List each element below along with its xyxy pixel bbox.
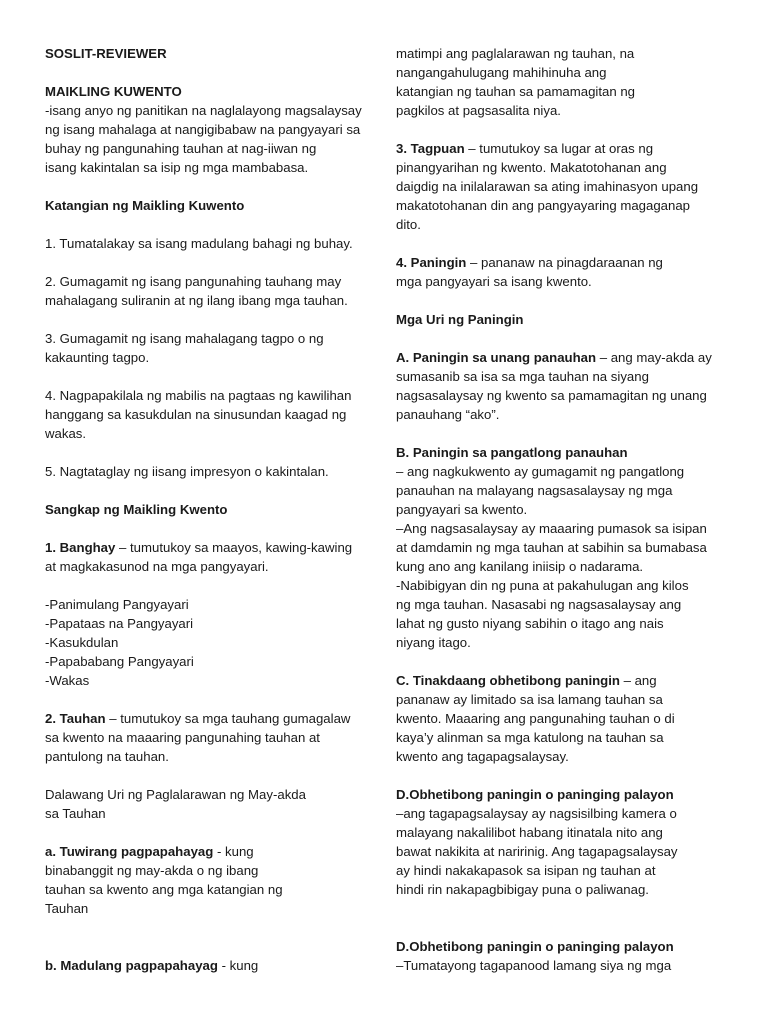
text-line bbox=[45, 386, 375, 405]
bold-term: A. Paningin sa unang panauhan bbox=[396, 350, 597, 365]
text-line bbox=[45, 842, 375, 861]
text-line bbox=[45, 158, 375, 177]
text-line bbox=[396, 215, 732, 234]
text-line bbox=[45, 500, 375, 519]
blank-line bbox=[45, 310, 375, 329]
text-line bbox=[396, 348, 732, 367]
text-line bbox=[45, 652, 375, 671]
line-text: makatotohanan din ang pangyayaring magaganap bbox=[396, 198, 691, 213]
left-column bbox=[45, 44, 375, 975]
text-line bbox=[396, 633, 732, 652]
text-line bbox=[396, 709, 732, 728]
text-line bbox=[45, 785, 375, 804]
text-line bbox=[45, 196, 375, 215]
text-line bbox=[396, 500, 732, 519]
text-line bbox=[396, 101, 732, 120]
line-text: wakas. bbox=[45, 426, 87, 441]
blank-line bbox=[45, 177, 375, 196]
bold-term: B. Paningin sa pangatlong panauhan bbox=[396, 445, 628, 460]
blank-line bbox=[45, 823, 375, 842]
line-text: -Kasukdulan bbox=[45, 635, 119, 650]
text-line bbox=[45, 956, 375, 975]
text-line bbox=[396, 177, 732, 196]
blank-line bbox=[45, 215, 375, 234]
text-line bbox=[396, 310, 732, 329]
text-line bbox=[396, 158, 732, 177]
line-text: tauhan sa kwento ang mga katangian ng bbox=[45, 882, 283, 897]
text-line bbox=[45, 728, 375, 747]
blank-line bbox=[45, 481, 375, 500]
line-text: –Ang nagsasalaysay ay maaaring pumasok sa isipan bbox=[396, 521, 707, 536]
text-line bbox=[45, 747, 375, 766]
text-line bbox=[396, 386, 732, 405]
right-column bbox=[396, 44, 732, 975]
line-text: katangian ng tauhan sa pamamagitan ng bbox=[396, 84, 636, 99]
line-text: dito. bbox=[396, 217, 421, 232]
line-text: – ang may-akda ay bbox=[596, 350, 712, 365]
bold-term: Sangkap ng Maikling Kwento bbox=[45, 502, 228, 517]
blank-line bbox=[45, 576, 375, 595]
line-text: ng isang mahalaga at nangigibabaw na pangyayari sa bbox=[45, 122, 361, 137]
text-line bbox=[45, 424, 375, 443]
text-line bbox=[396, 538, 732, 557]
text-line bbox=[396, 880, 732, 899]
line-text: ng mga tauhan. Nasasabi ng nagsasalaysay ang bbox=[396, 597, 682, 612]
line-text: mahalagang suliranin at ng ilang ibang mga tauhan. bbox=[45, 293, 348, 308]
text-line bbox=[396, 614, 732, 633]
text-line bbox=[396, 519, 732, 538]
text-line bbox=[396, 557, 732, 576]
text-line bbox=[396, 747, 732, 766]
text-line bbox=[45, 538, 375, 557]
line-text: – pananaw na pinagdaraanan ng bbox=[466, 255, 663, 270]
line-text: kwento. Maaaring ang pangunahing tauhan o di bbox=[396, 711, 675, 726]
text-line bbox=[45, 139, 375, 158]
line-text: - kung bbox=[217, 958, 259, 973]
bold-term: C. Tinakdaang obhetibong paningin bbox=[396, 673, 620, 688]
text-line bbox=[396, 785, 732, 804]
line-text: pangyayari sa kwento. bbox=[396, 502, 528, 517]
line-text: buhay ng pangunahing tauhan at nag-iiwan ng bbox=[45, 141, 317, 156]
text-line bbox=[45, 462, 375, 481]
blank-line bbox=[45, 690, 375, 709]
blank-line bbox=[396, 424, 732, 443]
blank-line bbox=[45, 367, 375, 386]
line-text: at damdamin ng mga tauhan at sabihin sa bumabasa bbox=[396, 540, 707, 555]
text-line bbox=[45, 329, 375, 348]
bold-term: Katangian ng Maikling Kuwento bbox=[45, 198, 245, 213]
line-text: Dalawang Uri ng Paglalarawan ng May-akda bbox=[45, 787, 306, 802]
bold-term: b. Madulang pagpapahayag bbox=[45, 958, 218, 973]
line-text: kwento ang tagapagsalaysay. bbox=[396, 749, 569, 764]
line-text: nagsasalaysay ng kwento sa pamamagitan ng unang bbox=[396, 388, 707, 403]
text-line bbox=[45, 804, 375, 823]
line-text: ay hindi nakakapasok sa isipan ng tauhan at bbox=[396, 863, 656, 878]
line-text: 1. Tumatalakay sa isang madulang bahagi ng buhay. bbox=[45, 236, 353, 251]
blank-line bbox=[396, 120, 732, 139]
blank-line bbox=[396, 234, 732, 253]
text-line bbox=[396, 139, 732, 158]
text-line bbox=[396, 44, 732, 63]
line-text: hanggang sa kasukdulan na sinusundan kaagad ng bbox=[45, 407, 347, 422]
blank-line bbox=[396, 652, 732, 671]
line-text: 3. Gumagamit ng isang mahalagang tagpo o ng bbox=[45, 331, 324, 346]
line-text: bawat nakikita at naririnig. Ang tagapagsalaysay bbox=[396, 844, 678, 859]
text-line bbox=[396, 405, 732, 424]
bold-term: 1. Banghay bbox=[45, 540, 116, 555]
line-text: – tumutukoy sa mga tauhang gumagalaw bbox=[105, 711, 351, 726]
line-text: -Nabibigyan din ng puna at pakahulugan ang kilos bbox=[396, 578, 689, 593]
blank-line bbox=[396, 899, 732, 937]
bold-term: a. Tuwirang pagpapahayag bbox=[45, 844, 214, 859]
text-line bbox=[45, 120, 375, 139]
text-line bbox=[396, 842, 732, 861]
text-line bbox=[396, 272, 732, 291]
line-text: Tauhan bbox=[45, 901, 89, 916]
text-line bbox=[396, 937, 732, 956]
bold-term: SOSLIT-REVIEWER bbox=[45, 46, 167, 61]
text-line bbox=[45, 595, 375, 614]
line-text: – ang nagkukwento ay gumagamit ng pangatlong bbox=[396, 464, 685, 479]
bold-term: D.Obhetibong paningin o paninging palayon bbox=[396, 787, 674, 802]
text-line bbox=[45, 709, 375, 728]
line-text: kaya’y alinman sa mga katulong na tauhan sa bbox=[396, 730, 664, 745]
text-line bbox=[45, 82, 375, 101]
line-text: pananaw ay limitado sa isa lamang tauhan sa bbox=[396, 692, 663, 707]
line-text: daigdig na inilalarawan sa ating imahinasyon upang bbox=[396, 179, 699, 194]
text-line bbox=[45, 291, 375, 310]
line-text: binabanggit ng may-akda o ng ibang bbox=[45, 863, 259, 878]
bold-term: D.Obhetibong paningin o paninging palayon bbox=[396, 939, 674, 954]
text-line bbox=[396, 956, 732, 975]
line-text: 5. Nagtataglay ng iisang impresyon o kakintalan. bbox=[45, 464, 329, 479]
blank-line bbox=[45, 918, 375, 956]
text-line bbox=[45, 44, 375, 63]
line-text: pagkilos at pagsasalita niya. bbox=[396, 103, 561, 118]
text-line bbox=[396, 576, 732, 595]
text-line bbox=[45, 557, 375, 576]
text-line bbox=[45, 405, 375, 424]
line-text: mga pangyayari sa isang kwento. bbox=[396, 274, 592, 289]
line-text: 4. Nagpapakilala ng mabilis na pagtaas ng kawilihan bbox=[45, 388, 352, 403]
blank-line bbox=[45, 253, 375, 272]
text-line bbox=[45, 348, 375, 367]
line-text: - kung bbox=[213, 844, 254, 859]
line-text: – ang bbox=[619, 673, 657, 688]
text-line bbox=[396, 63, 732, 82]
blank-line bbox=[45, 63, 375, 82]
line-text: lahat ng gusto niyang sabihin o itago ang nais bbox=[396, 616, 664, 631]
blank-line bbox=[396, 766, 732, 785]
text-line bbox=[396, 481, 732, 500]
bold-term: 2. Tauhan bbox=[45, 711, 106, 726]
line-text: panauhan na malayang nagsasalaysay ng mga bbox=[396, 483, 673, 498]
line-text: – tumutukoy sa lugar at oras ng bbox=[464, 141, 654, 156]
line-text: -Panimulang Pangyayari bbox=[45, 597, 189, 612]
text-line bbox=[45, 671, 375, 690]
text-line bbox=[396, 196, 732, 215]
bold-term: 4. Paningin bbox=[396, 255, 467, 270]
line-text: –Tumatayong tagapanood lamang siya ng mga bbox=[396, 958, 672, 973]
text-line bbox=[396, 671, 732, 690]
text-line bbox=[396, 367, 732, 386]
line-text: hindi rin nakapagbibigay puna o paliwanag. bbox=[396, 882, 649, 897]
text-line bbox=[396, 861, 732, 880]
blank-line bbox=[396, 291, 732, 310]
line-text: sa kwento na maaaring pangunahing tauhan at bbox=[45, 730, 320, 745]
line-text: pantulong na tauhan. bbox=[45, 749, 169, 764]
line-text: kakaunting tagpo. bbox=[45, 350, 150, 365]
line-text: malayang nakalilibot habang itinatala nito ang bbox=[396, 825, 663, 840]
bold-term: 3. Tagpuan bbox=[396, 141, 465, 156]
text-line bbox=[45, 101, 375, 120]
text-line bbox=[45, 234, 375, 253]
line-text: – tumutukoy sa maayos, kawing-kawing bbox=[115, 540, 353, 555]
text-line bbox=[45, 880, 375, 899]
text-line bbox=[396, 804, 732, 823]
text-line bbox=[45, 861, 375, 880]
line-text: 2. Gumagamit ng isang pangunahing tauhang may bbox=[45, 274, 342, 289]
line-text: kung ano ang kanilang iniisip o nadarama. bbox=[396, 559, 644, 574]
bold-term: Mga Uri ng Paningin bbox=[396, 312, 524, 327]
text-line bbox=[45, 899, 375, 918]
blank-line bbox=[45, 443, 375, 462]
line-text: pinangyarihan ng kwento. Makatotohanan ang bbox=[396, 160, 667, 175]
line-text: –ang tagapagsalaysay ay nagsisilbing kamera o bbox=[396, 806, 677, 821]
text-line bbox=[396, 690, 732, 709]
text-line bbox=[45, 614, 375, 633]
line-text: -isang anyo ng panitikan na naglalayong magsalaysay bbox=[45, 103, 362, 118]
text-line bbox=[45, 633, 375, 652]
line-text: panauhang “ako”. bbox=[396, 407, 500, 422]
text-line bbox=[396, 443, 732, 462]
text-line bbox=[396, 253, 732, 272]
line-text: at magkakasunod na mga pangyayari. bbox=[45, 559, 269, 574]
bold-term: MAIKLING KUWENTO bbox=[45, 84, 182, 99]
text-line bbox=[396, 595, 732, 614]
blank-line bbox=[45, 519, 375, 538]
line-text: matimpi ang paglalarawan ng tauhan, na bbox=[396, 46, 635, 61]
line-text: niyang itago. bbox=[396, 635, 471, 650]
line-text: nangangahulugang mahihinuha ang bbox=[396, 65, 607, 80]
text-line bbox=[396, 728, 732, 747]
text-line bbox=[396, 823, 732, 842]
blank-line bbox=[396, 329, 732, 348]
line-text: sumasanib sa isa sa mga tauhan na siyang bbox=[396, 369, 649, 384]
line-text: -Wakas bbox=[45, 673, 90, 688]
line-text: sa Tauhan bbox=[45, 806, 106, 821]
text-line bbox=[45, 272, 375, 291]
line-text: -Papababang Pangyayari bbox=[45, 654, 194, 669]
text-line bbox=[396, 462, 732, 481]
blank-line bbox=[45, 766, 375, 785]
line-text: -Papataas na Pangyayari bbox=[45, 616, 194, 631]
line-text: isang kakintalan sa isip ng mga mambabasa. bbox=[45, 160, 309, 175]
text-line bbox=[396, 82, 732, 101]
